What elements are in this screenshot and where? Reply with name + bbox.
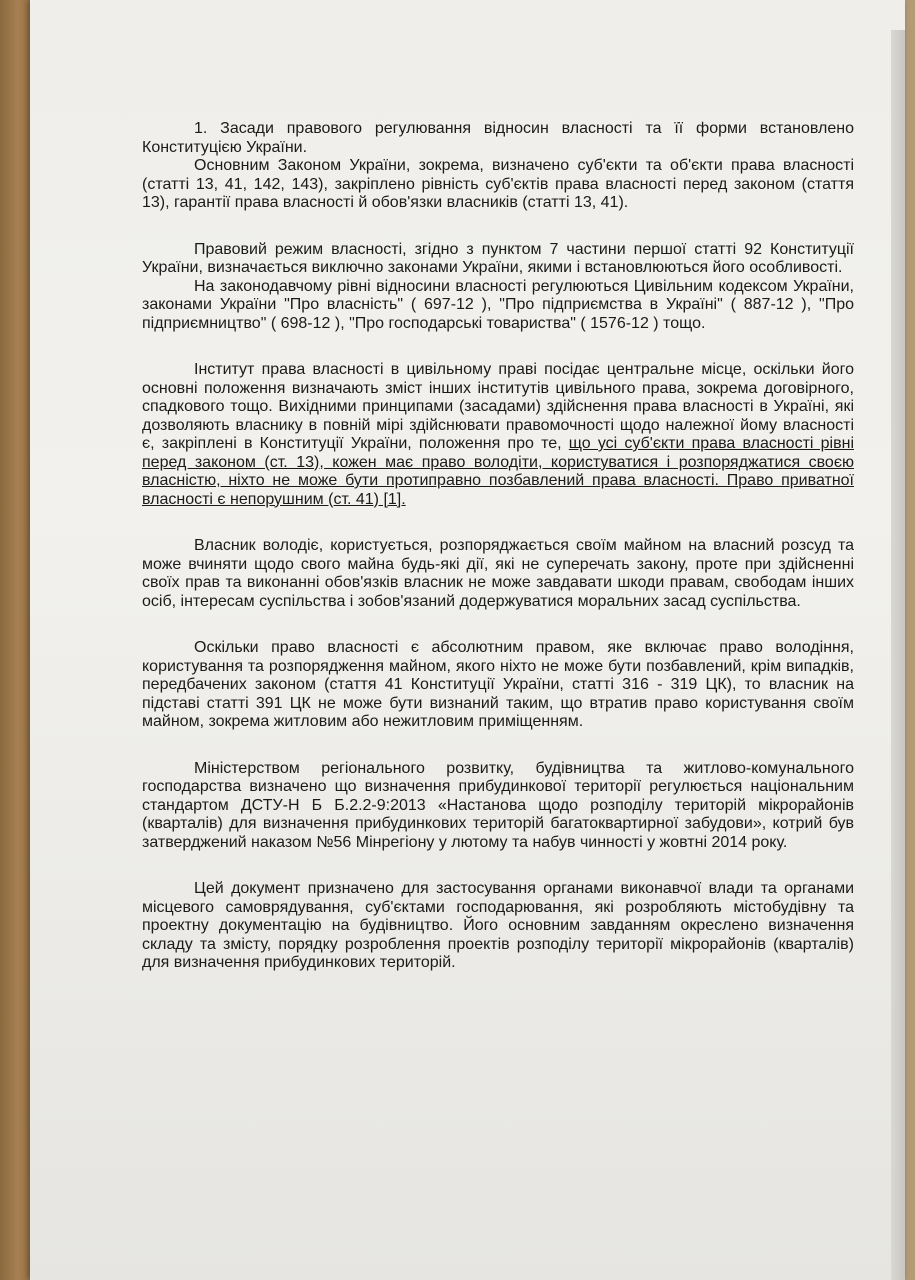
stacked-page-edge — [891, 30, 905, 1280]
paragraph-3: Правовий режим власності, згідно з пунктом 7 частини першої статті 92 Конституції України, визначається виключно законами України, якими і встановлюються його особливості. — [142, 240, 854, 276]
paragraph-5 — [142, 361, 854, 509]
paragraph-6: Власник володіє, користується, розпоряджається своїм майном на власний розсуд та може вчиняти щодо свого майна будь-які дії, які не суперечать закону, проте при здійсненні своїх прав та виконанні обов'язків власник не може завдавати шкоди правам, свободам інших осіб, інтересам суспільства і зобов'язаний додержуватися моральних засад суспільства. — [142, 537, 854, 610]
paragraph-5-text: Інститут права власності в цивільному праві посідає центральне місце, оскільки його основні положення визначають зміст інших інститутів цивільного права, зокрема договірного, спадкового тощо. Вихідними принципами (засадами) здійснення права власності в Україні, які дозволяють власнику в повній мірі здійснювати правомочності щодо належної йому власності є, закріплені в Конституції України, положення про те, — [142, 361, 854, 452]
paper-sheet — [30, 0, 905, 1280]
paragraph-2: Основним Законом України, зокрема, визначено суб'єкти та об'єкти права власності (статті 13, 41, 142, 143), закріплено рівність суб'єктів права власності перед законом (стаття 13), гарантії права власності й обов'язки власників (статті 13, 41). — [142, 157, 854, 211]
paragraph-8: Міністерством регіонального розвитку, будівництва та житлово-комунального господарства визначено що визначення прибудинкової території регулюється національним стандартом ДСТУ-Н Б Б.2.2-9:2013 «Настанова щодо розподілу територій мікрорайонів (кварталів) для визначення прибудинкових територій багатоквартирної забудови», котрий був затверджений наказом №56 Мінрегіону у лютому та набув чинності у жовтні 2014 року. — [142, 759, 854, 851]
paragraph-7: Оскільки право власності є абсолютним правом, яке включає право володіння, користування та розпорядження майном, якого ніхто не може бути позбавлений, крім випадків, передбачених законом (стаття 41 Конституції України, статті 316 - 319 ЦК), то власник на підставі статті 391 ЦК не може бути визнаний таким, що втратив право користування своїм майном, зокрема житловим або нежитловим приміщенням. — [142, 639, 854, 730]
paragraph-4: На законодавчому рівні відносини власності регулюються Цивільним кодексом України, законами України "Про власність" ( 697-12 ), "Про підприємства в Україні" ( 887-12 ), "Про підприємництво" ( 698-12 ), "Про господарські товариства" ( 1576-12 ) тощо. — [142, 277, 854, 332]
paragraph-9: Цей документ призначено для застосування органами виконавчої влади та органами місцевого самоврядування, суб'єктами господарювання, які розробляють містобудівну та проектну документацію на будівництво. Його основним завданням окреслено визначення складу та змісту, порядку розроблення проектів розподілу території мікрорайонів (кварталів) для визначення прибудинкових територій. — [142, 880, 854, 971]
paragraph-1: 1. Засади правового регулювання відносин власності та її форми встановлено Конституцією України. — [142, 120, 854, 156]
paragraph-5-underlined-text: що усі суб'єкти права власності рівні перед законом (ст. 13), кожен має право володіти, користуватися і розпоряджатися своєю власністю, ніхто не може бути протиправно позбавлений права власності. Право приватної власності є непорушним (ст. 41) [1]. — [142, 435, 854, 508]
document-body — [142, 120, 854, 973]
